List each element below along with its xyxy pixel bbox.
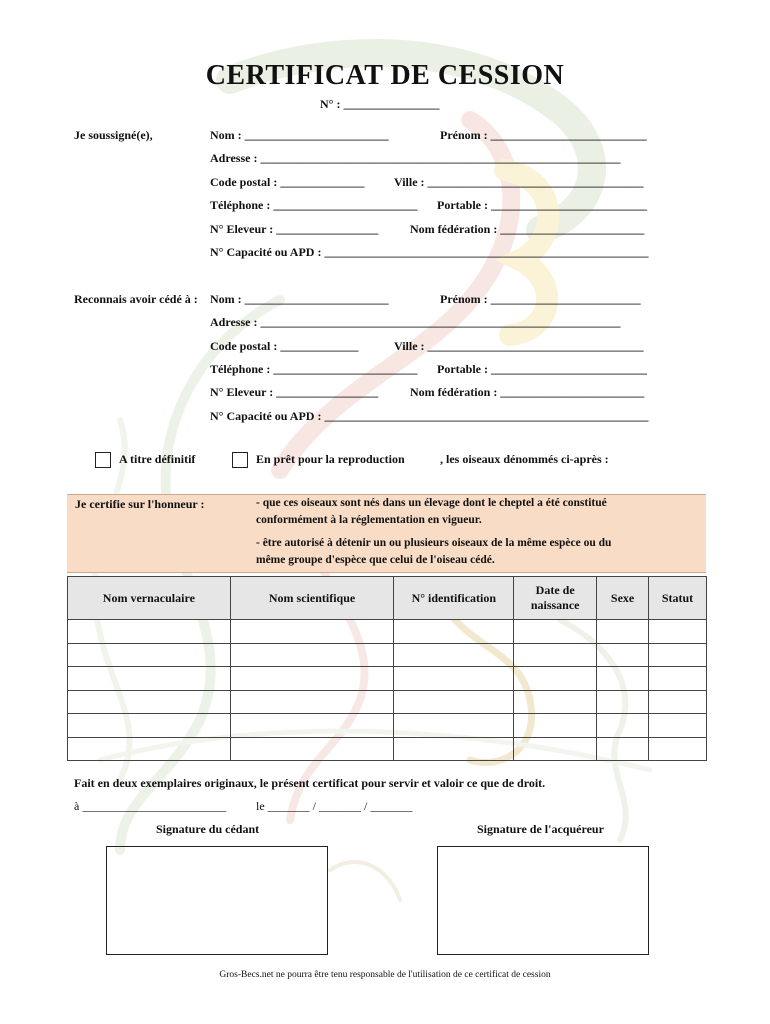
- birds-table: [67, 576, 707, 761]
- table-row: [68, 620, 707, 644]
- date-field[interactable]: le _______ / _______ / _______: [256, 799, 413, 813]
- table-cell[interactable]: [597, 620, 649, 644]
- pret-label: En prêt pour la reproduction: [256, 452, 405, 466]
- cedant-nom-field[interactable]: Nom : ________________________: [210, 128, 389, 142]
- table-cell[interactable]: [68, 620, 231, 644]
- table-cell[interactable]: [394, 690, 514, 714]
- acquereur-capacite-field[interactable]: N° Capacité ou APD : ______________________________________________________: [210, 409, 649, 423]
- header-nom-vernaculaire: Nom vernaculaire: [68, 577, 231, 620]
- cedant-federation-field[interactable]: Nom fédération : ________________________: [410, 222, 645, 236]
- footer-disclaimer: Gros-Becs.net ne pourra être tenu responsable de l'utilisation de ce certificat de cession: [219, 970, 551, 980]
- honor-line-1b: conformément à la réglementation en vigueur.: [256, 514, 482, 526]
- table-cell[interactable]: [514, 620, 597, 644]
- closing-statement: Fait en deux exemplaires originaux, le présent certificat pour servir et valoir ce que de droit.: [74, 776, 546, 790]
- header-sexe: Sexe: [597, 577, 649, 620]
- acquereur-prenom-field[interactable]: Prénom : _________________________: [440, 292, 641, 306]
- header-date-naissance: [514, 577, 597, 620]
- table-cell[interactable]: [514, 737, 597, 761]
- table-cell[interactable]: [597, 667, 649, 691]
- cedant-adresse-field[interactable]: Adresse : ____________________________________________________________: [210, 151, 621, 165]
- table-cell[interactable]: [514, 667, 597, 691]
- table-row: [68, 643, 707, 667]
- table-cell[interactable]: [68, 690, 231, 714]
- cedant-telephone-field[interactable]: Téléphone : ________________________: [210, 198, 418, 212]
- table-cell[interactable]: [230, 737, 394, 761]
- table-cell[interactable]: [230, 714, 394, 738]
- table-cell[interactable]: [230, 667, 394, 691]
- table-cell[interactable]: [394, 714, 514, 738]
- table-cell[interactable]: [394, 643, 514, 667]
- cedant-capacite-field[interactable]: N° Capacité ou APD : ______________________________________________________: [210, 245, 649, 259]
- table-cell[interactable]: [394, 737, 514, 761]
- table-cell[interactable]: [597, 714, 649, 738]
- signature-cedant-box[interactable]: [106, 846, 328, 955]
- table-row: [68, 737, 707, 761]
- table-cell[interactable]: [68, 667, 231, 691]
- table-cell[interactable]: [597, 643, 649, 667]
- cedant-eleveur-field[interactable]: N° Eleveur : _________________: [210, 222, 379, 236]
- header-date-naissance-line2: naissance: [530, 598, 580, 612]
- table-cell[interactable]: [649, 643, 707, 667]
- table-cell[interactable]: [597, 690, 649, 714]
- table-cell[interactable]: [514, 643, 597, 667]
- header-identification: N° identification: [394, 577, 514, 620]
- signature-cedant-label: Signature du cédant: [156, 822, 260, 836]
- table-row: [68, 667, 707, 691]
- table-cell[interactable]: [230, 620, 394, 644]
- honor-line-2b: même groupe d'espèce que celui de l'oiseau cédé.: [256, 554, 495, 566]
- cedant-prenom-field[interactable]: Prénom : __________________________: [440, 128, 647, 142]
- acquereur-portable-field[interactable]: Portable : __________________________: [437, 362, 647, 376]
- table-cell[interactable]: [230, 690, 394, 714]
- table-cell[interactable]: [597, 737, 649, 761]
- signature-acquereur-box[interactable]: [437, 846, 649, 955]
- honor-line-1a: - que ces oiseaux sont nés dans un élevage dont le cheptel a été constitué: [256, 497, 607, 509]
- options-suffix: , les oiseaux dénommés ci-après :: [440, 452, 609, 466]
- table-cell[interactable]: [649, 620, 707, 644]
- table-cell[interactable]: [394, 620, 514, 644]
- header-nom-scientifique: Nom scientifique: [230, 577, 394, 620]
- definitif-checkbox[interactable]: [95, 452, 111, 468]
- place-field[interactable]: à ________________________: [74, 799, 227, 813]
- header-date-naissance-line1: Date de: [535, 583, 575, 597]
- pret-checkbox[interactable]: [232, 452, 248, 468]
- definitif-label: A titre définitif: [119, 452, 196, 466]
- header-statut: Statut: [649, 577, 707, 620]
- cedant-ville-field[interactable]: Ville : ____________________________________: [394, 175, 644, 189]
- signature-acquereur-label: Signature de l'acquéreur: [477, 822, 604, 836]
- table-row: [68, 714, 707, 738]
- table-cell[interactable]: [649, 690, 707, 714]
- acquereur-intro: Reconnais avoir cédé à :: [74, 292, 198, 306]
- acquereur-code-postal-field[interactable]: Code postal : _____________: [210, 339, 359, 353]
- table-cell[interactable]: [230, 643, 394, 667]
- certificate-number[interactable]: N° : ________________: [320, 97, 440, 111]
- table-cell[interactable]: [649, 667, 707, 691]
- table-cell[interactable]: [394, 667, 514, 691]
- table-cell[interactable]: [68, 643, 231, 667]
- acquereur-eleveur-field[interactable]: N° Eleveur : _________________: [210, 385, 379, 399]
- honor-label: Je certifie sur l'honneur :: [75, 497, 205, 511]
- table-cell[interactable]: [649, 737, 707, 761]
- cedant-intro: Je soussigné(e),: [74, 128, 153, 142]
- table-cell[interactable]: [514, 690, 597, 714]
- cedant-portable-field[interactable]: Portable : __________________________: [437, 198, 647, 212]
- table-header-row: [68, 577, 707, 620]
- acquereur-ville-field[interactable]: Ville : ____________________________________: [394, 339, 644, 353]
- table-cell[interactable]: [649, 714, 707, 738]
- table-row: [68, 690, 707, 714]
- table-cell[interactable]: [514, 714, 597, 738]
- document-title: CERTIFICAT DE CESSION: [205, 60, 565, 91]
- honor-line-2a: - être autorisé à détenir un ou plusieurs oiseaux de la même espèce ou du: [256, 537, 612, 549]
- cedant-code-postal-field[interactable]: Code postal : ______________: [210, 175, 365, 189]
- acquereur-nom-field[interactable]: Nom : ________________________: [210, 292, 389, 306]
- table-cell[interactable]: [68, 714, 231, 738]
- acquereur-telephone-field[interactable]: Téléphone : ________________________: [210, 362, 418, 376]
- acquereur-federation-field[interactable]: Nom fédération : ________________________: [410, 385, 645, 399]
- acquereur-adresse-field[interactable]: Adresse : ____________________________________________________________: [210, 315, 621, 329]
- table-cell[interactable]: [68, 737, 231, 761]
